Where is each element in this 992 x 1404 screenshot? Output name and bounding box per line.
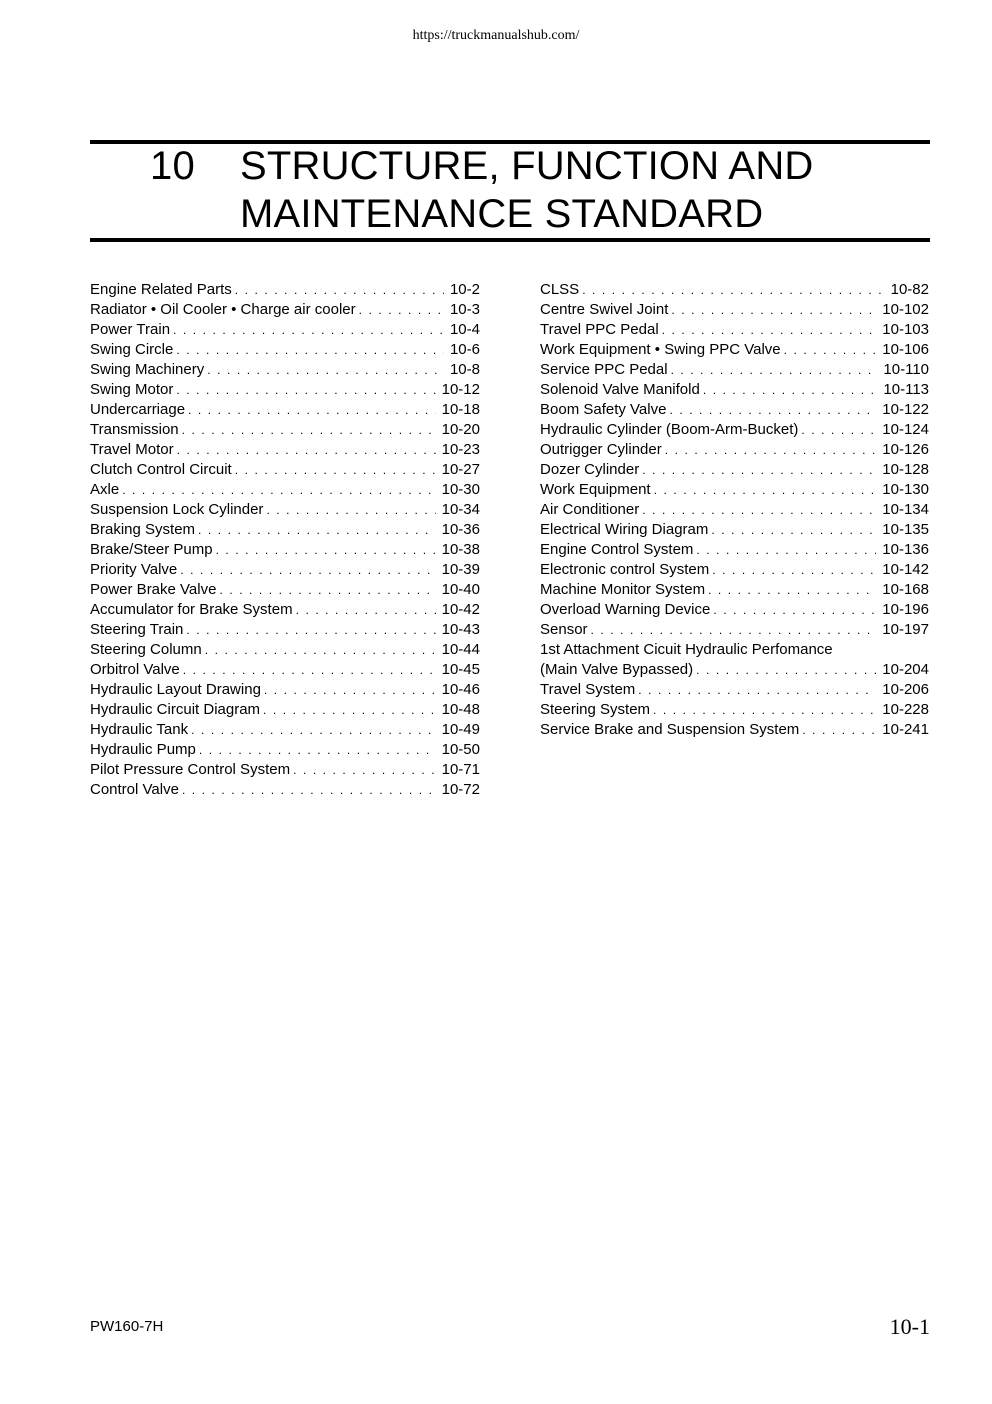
toc-entry-title: Radiator • Oil Cooler • Charge air cooler <box>90 301 356 318</box>
toc-leader-dots <box>642 460 876 480</box>
toc-entry[interactable] <box>540 320 929 340</box>
toc-entry-page: 10-206 <box>882 681 929 698</box>
toc-leader-dots <box>235 460 436 480</box>
toc-leader-dots <box>802 720 876 740</box>
toc-entry[interactable] <box>540 340 929 360</box>
toc-entry-page: 10-34 <box>441 501 480 518</box>
toc-entry[interactable] <box>90 520 480 540</box>
toc-entry-page: 10-71 <box>441 761 480 778</box>
toc-entry-page: 10-102 <box>882 301 929 318</box>
toc-entry-page: 10-130 <box>882 481 929 498</box>
toc-entry-title: Brake/Steer Pump <box>90 541 213 558</box>
toc-entry-page: 10-134 <box>882 501 929 518</box>
toc-leader-dots <box>671 360 878 380</box>
toc-entry-page: 10-204 <box>882 661 929 678</box>
toc-entry-page: 10-124 <box>882 421 929 438</box>
toc-entry-title: Suspension Lock Cylinder <box>90 501 264 518</box>
toc-leader-dots <box>182 780 436 800</box>
toc-leader-dots <box>784 340 877 360</box>
toc-leader-dots <box>359 300 444 320</box>
toc-entry-title: Service PPC Pedal <box>540 361 668 378</box>
section-title-line-2: MAINTENANCE STANDARD <box>240 192 764 236</box>
toc-entry-title: (Main Valve Bypassed) <box>540 661 694 678</box>
toc-entry-title: Control Valve <box>90 781 179 798</box>
toc-entry[interactable] <box>90 360 480 380</box>
toc-leader-dots <box>582 280 884 300</box>
toc-entry[interactable] <box>90 560 480 580</box>
toc-entry[interactable] <box>540 540 929 560</box>
toc-entry-page: 10-2 <box>449 281 480 298</box>
toc-entry-title: Work Equipment <box>540 481 651 498</box>
toc-entry-page: 10-42 <box>441 601 480 618</box>
toc-entry-title: Clutch Control Circuit <box>90 461 232 478</box>
toc-entry-title: Orbitrol Valve <box>90 661 180 678</box>
footer-page-number: 10-1 <box>889 1314 930 1339</box>
toc-entry-page: 10-23 <box>441 441 480 458</box>
toc-leader-dots <box>186 620 435 640</box>
toc-entry-page: 10-39 <box>441 561 480 578</box>
toc-leader-dots <box>188 400 436 420</box>
toc-entry[interactable] <box>540 400 929 420</box>
footer-model: PW160-7H <box>90 1318 164 1335</box>
toc-entry-title: Dozer Cylinder <box>540 461 640 478</box>
toc-leader-dots <box>235 280 444 300</box>
toc-entry-page: 10-20 <box>441 421 480 438</box>
toc-entry-page: 10-196 <box>882 601 929 618</box>
toc-entry-page: 10-6 <box>449 341 480 358</box>
toc-entry[interactable] <box>90 580 480 600</box>
toc-entry[interactable] <box>90 420 480 440</box>
toc-leader-dots <box>711 520 876 540</box>
toc-entry-page: 10-8 <box>449 361 480 378</box>
toc-entry-page: 10-46 <box>441 681 480 698</box>
toc-leader-dots <box>176 380 435 400</box>
toc-entry[interactable] <box>540 660 929 680</box>
toc-entry[interactable] <box>90 620 480 640</box>
toc-entry-title: Axle <box>90 481 120 498</box>
toc-entry-title: Sensor <box>540 621 588 638</box>
toc-entry[interactable] <box>540 700 929 720</box>
toc-entry[interactable] <box>90 460 480 480</box>
toc-entry-title: Hydraulic Pump <box>90 741 196 758</box>
toc-entry-title: Travel System <box>540 681 636 698</box>
toc-entry-title: Travel Motor <box>90 441 174 458</box>
toc-leader-dots <box>642 500 876 520</box>
toc-entry-title: Travel PPC Pedal <box>540 321 659 338</box>
toc-leader-dots <box>712 560 876 580</box>
toc-entry-page: 10-44 <box>441 641 480 658</box>
toc-entry-page: 10-30 <box>441 481 480 498</box>
toc-leader-dots <box>182 420 436 440</box>
toc-entry-page: 10-142 <box>882 561 929 578</box>
toc-entry[interactable] <box>90 480 480 500</box>
toc-entry-page: 10-241 <box>882 721 929 738</box>
toc-entry-page: 10-50 <box>441 741 480 758</box>
toc-entry-page: 10-128 <box>882 461 929 478</box>
toc-entry-title: Electrical Wiring Diagram <box>540 521 709 538</box>
toc-entry-title: Work Equipment • Swing PPC Valve <box>540 341 781 358</box>
toc-leader-dots <box>801 420 876 440</box>
toc-entry[interactable] <box>540 580 929 600</box>
toc-entry[interactable] <box>90 540 480 560</box>
toc-entry-page: 10-110 <box>883 361 929 378</box>
toc-leader-dots <box>207 360 444 380</box>
toc-entry-page: 10-72 <box>441 781 480 798</box>
toc-entry[interactable] <box>90 440 480 460</box>
toc-entry-title: Engine Control System <box>540 541 694 558</box>
toc-entry-page: 10-113 <box>883 381 929 398</box>
toc-entry[interactable] <box>90 500 480 520</box>
toc-entry[interactable] <box>90 660 480 680</box>
toc-leader-dots <box>263 700 436 720</box>
toc-entry-title: 1st Attachment Cicuit Hydraulic Perfomance <box>540 641 833 658</box>
toc-entry[interactable] <box>540 520 929 540</box>
toc-entry-page: 10-82 <box>890 281 929 298</box>
toc-leader-dots <box>671 300 876 320</box>
toc-entry[interactable] <box>540 360 929 380</box>
toc-entry-page: 10-3 <box>449 301 480 318</box>
toc-entry-title: Hydraulic Layout Drawing <box>90 681 261 698</box>
toc-entry-title: CLSS <box>540 281 580 298</box>
toc-entry[interactable] <box>540 620 929 640</box>
toc-leader-dots <box>665 440 877 460</box>
toc-leader-dots <box>176 340 444 360</box>
toc-right-column <box>540 280 929 740</box>
toc-entry-page: 10-38 <box>441 541 480 558</box>
toc-leader-dots <box>216 540 436 560</box>
toc-entry[interactable] <box>90 400 480 420</box>
toc-entry-title: Power Train <box>90 321 171 338</box>
toc-entry-page: 10-36 <box>441 521 480 538</box>
toc-leader-dots <box>191 720 436 740</box>
toc-leader-dots <box>264 680 436 700</box>
toc-entry-title: Electronic control System <box>540 561 710 578</box>
toc-entry[interactable] <box>540 280 929 300</box>
toc-entry[interactable] <box>90 600 480 620</box>
toc-entry[interactable] <box>90 300 480 320</box>
heading-bottom-rule <box>90 238 930 242</box>
toc-entry[interactable] <box>540 640 929 660</box>
toc-entry-title: Steering Train <box>90 621 184 638</box>
toc-entry-title: Priority Valve <box>90 561 178 578</box>
toc-left-column <box>90 280 480 800</box>
section-title-line-1: STRUCTURE, FUNCTION AND <box>240 144 814 188</box>
toc-entry-title: Transmission <box>90 421 179 438</box>
toc-entry-title: Pilot Pressure Control System <box>90 761 291 778</box>
toc-entry-page: 10-103 <box>882 321 929 338</box>
section-title <box>240 142 930 238</box>
toc-leader-dots <box>122 480 435 500</box>
toc-entry-page: 10-12 <box>441 381 480 398</box>
toc-entry-page: 10-122 <box>882 401 929 418</box>
toc-entry-page: 10-168 <box>882 581 929 598</box>
toc-leader-dots <box>713 600 876 620</box>
toc-entry-page: 10-27 <box>441 461 480 478</box>
toc-leader-dots <box>296 600 436 620</box>
toc-leader-dots <box>177 440 436 460</box>
toc-entry-title: Solenoid Valve Manifold <box>540 381 700 398</box>
toc-entry[interactable] <box>540 560 929 580</box>
toc-leader-dots <box>591 620 877 640</box>
toc-entry[interactable] <box>540 380 929 400</box>
toc-entry[interactable] <box>90 680 480 700</box>
toc-entry[interactable] <box>540 480 929 500</box>
toc-entry-page: 10-40 <box>441 581 480 598</box>
toc-entry-page: 10-48 <box>441 701 480 718</box>
toc-leader-dots <box>696 540 876 560</box>
toc-entry[interactable] <box>90 740 480 760</box>
toc-entry-page: 10-197 <box>882 621 929 638</box>
toc-entry[interactable] <box>90 700 480 720</box>
toc-entry-title: Steering Column <box>90 641 202 658</box>
toc-entry-title: Centre Swivel Joint <box>540 301 669 318</box>
toc-entry-title: Air Conditioner <box>540 501 640 518</box>
toc-entry-title: Accumulator for Brake System <box>90 601 293 618</box>
toc-entry[interactable] <box>90 780 480 800</box>
toc-entry-title: Hydraulic Cylinder (Boom-Arm-Bucket) <box>540 421 799 438</box>
section-number: 10 <box>150 144 195 188</box>
toc-leader-dots <box>266 500 435 520</box>
toc-entry-title: Overload Warning Device <box>540 601 711 618</box>
toc-entry-page: 10-106 <box>882 341 929 358</box>
toc-entry[interactable] <box>540 720 929 740</box>
toc-entry-title: Outrigger Cylinder <box>540 441 662 458</box>
toc-entry[interactable] <box>540 460 929 480</box>
toc-entry[interactable] <box>90 760 480 780</box>
toc-entry-page: 10-136 <box>882 541 929 558</box>
toc-entry-page: 10-228 <box>882 701 929 718</box>
toc-entry[interactable] <box>90 340 480 360</box>
toc-leader-dots <box>696 660 876 680</box>
toc-entry[interactable] <box>90 320 480 340</box>
toc-leader-dots <box>199 740 436 760</box>
toc-entry[interactable] <box>90 380 480 400</box>
toc-entry[interactable] <box>90 280 480 300</box>
toc-entry-title: Hydraulic Circuit Diagram <box>90 701 261 718</box>
toc-leader-dots <box>205 640 436 660</box>
toc-entry-title: Boom Safety Valve <box>540 401 667 418</box>
toc-leader-dots <box>654 480 877 500</box>
toc-leader-dots <box>293 760 436 780</box>
toc-leader-dots <box>662 320 877 340</box>
toc-leader-dots <box>173 320 444 340</box>
toc-entry[interactable] <box>540 300 929 320</box>
toc-entry-title: Power Brake Valve <box>90 581 217 598</box>
toc-leader-dots <box>180 560 435 580</box>
toc-entry[interactable] <box>90 720 480 740</box>
toc-entry-page: 10-45 <box>441 661 480 678</box>
toc-entry-title: Undercarriage <box>90 401 186 418</box>
toc-entry[interactable] <box>540 500 929 520</box>
toc-leader-dots <box>669 400 876 420</box>
toc-entry-title: Service Brake and Suspension System <box>540 721 800 738</box>
toc-entry-page: 10-4 <box>449 321 480 338</box>
toc-entry-title: Steering System <box>540 701 651 718</box>
toc-entry-page: 10-126 <box>882 441 929 458</box>
toc-leader-dots <box>703 380 878 400</box>
toc-entry[interactable] <box>540 600 929 620</box>
toc-entry-title: Braking System <box>90 521 196 538</box>
toc-leader-dots <box>198 520 436 540</box>
toc-entry[interactable] <box>540 680 929 700</box>
toc-entry-title: Engine Related Parts <box>90 281 232 298</box>
toc-leader-dots <box>708 580 876 600</box>
toc-leader-dots <box>653 700 876 720</box>
toc-entry-page: 10-135 <box>882 521 929 538</box>
toc-entry[interactable] <box>90 640 480 660</box>
toc-leader-dots <box>638 680 876 700</box>
toc-entry-page: 10-43 <box>441 621 480 638</box>
toc-leader-dots <box>183 660 436 680</box>
toc-entry-page: 10-18 <box>441 401 480 418</box>
header-url: https://truckmanualshub.com/ <box>412 28 580 43</box>
toc-entry-title: Swing Motor <box>90 381 174 398</box>
toc-entry[interactable] <box>540 440 929 460</box>
toc-entry[interactable] <box>540 420 929 440</box>
toc-entry-title: Swing Machinery <box>90 361 205 378</box>
toc-entry-title: Hydraulic Tank <box>90 721 189 738</box>
toc-entry-title: Machine Monitor System <box>540 581 706 598</box>
toc-entry-title: Swing Circle <box>90 341 174 358</box>
toc-entry-page: 10-49 <box>441 721 480 738</box>
toc-leader-dots <box>219 580 435 600</box>
